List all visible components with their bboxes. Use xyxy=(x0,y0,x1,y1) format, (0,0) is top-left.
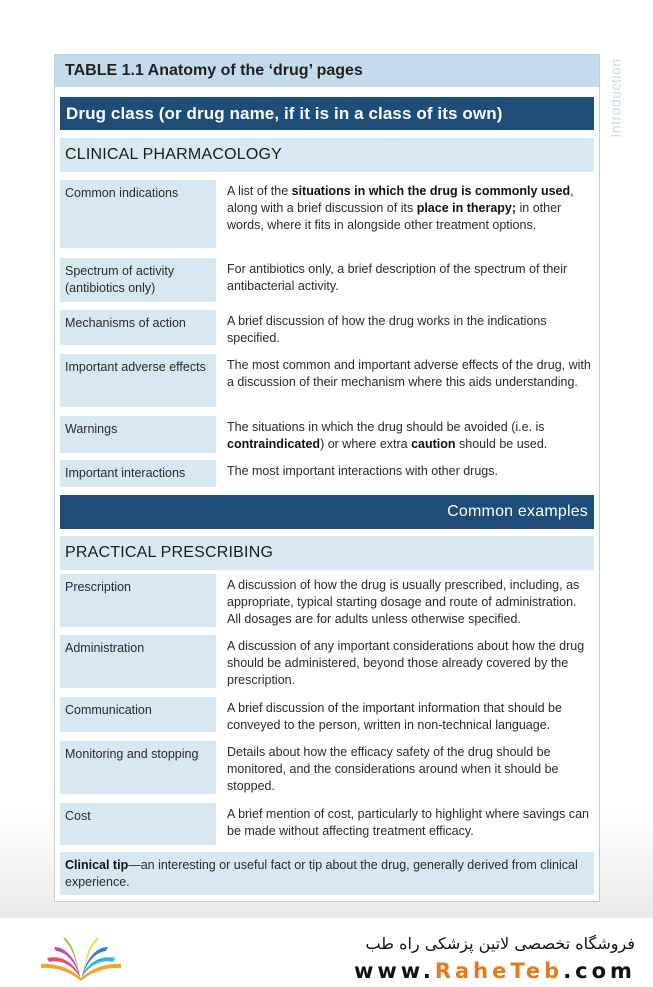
store-url-suffix: .com xyxy=(563,959,636,983)
store-url-rahe: Rahe xyxy=(434,959,511,983)
section-heading-practical-prescribing: PRACTICAL PRESCRIBING xyxy=(60,536,594,570)
practical-prescribing-row-description xyxy=(226,635,592,689)
text: A brief discussion of how the drug works in the indications specified. xyxy=(227,314,547,345)
clinical-pharmacology-row-description xyxy=(226,258,592,295)
bold-text: situations in which the drug is commonly used xyxy=(291,184,571,198)
text: Details about how the efficacy safety of the drug should be monitored, and the considerations around when it should be stopped. xyxy=(227,745,559,793)
text: A discussion of how the drug is usually prescribed, including, as appropriate, typical starting dosage and route of administration. All dosages are for adults unless otherwise specified. xyxy=(227,578,580,626)
practical-prescribing-row-description xyxy=(226,574,592,628)
clinical-pharmacology-row-label: Common indications xyxy=(60,180,216,248)
clinical-pharmacology-row-description xyxy=(226,460,592,480)
clinical-pharmacology-row-description xyxy=(226,180,592,234)
footer xyxy=(0,918,653,987)
clinical-tip-text: —an interesting or useful fact or tip about the drug, generally derived from clinical experience. xyxy=(65,858,578,889)
text: in other words, where it fits in alongside other treatment options. xyxy=(227,201,562,232)
practical-prescribing-row-label: Administration xyxy=(60,635,216,688)
text: A brief discussion of the important information that should be conveyed to the person, written in non-technical language. xyxy=(227,701,562,732)
store-url xyxy=(354,959,636,983)
table-caption: TABLE 1.1 Anatomy of the ‘drug’ pages xyxy=(55,55,599,87)
practical-prescribing-row-description xyxy=(226,741,592,795)
clinical-pharmacology-row-label: Warnings xyxy=(60,416,216,453)
bold-text: contraindicated xyxy=(227,437,321,451)
side-tab-label: Introduction xyxy=(608,58,625,138)
store-url-prefix: www. xyxy=(354,959,435,983)
text: ) or where extra xyxy=(320,437,412,451)
store-url-teb: Teb xyxy=(510,959,564,983)
text: , along with a brief discussion of its xyxy=(227,184,574,215)
practical-prescribing-row-description xyxy=(226,697,592,734)
store-name: فروشگاه تخصصی لاتین پزشکی راه طب xyxy=(365,934,635,953)
side-tab xyxy=(603,52,629,144)
text: The most common and important adverse effects of the drug, with a discussion of their mechanism where this aids understanding. xyxy=(227,358,591,389)
clinical-pharmacology-row-label: Important adverse effects xyxy=(60,354,216,407)
text: should be used. xyxy=(455,437,548,451)
clinical-pharmacology-row-description xyxy=(226,416,592,453)
clinical-pharmacology-row-label: Spectrum of activity (antibiotics only) xyxy=(60,258,216,302)
clinical-pharmacology-row-description xyxy=(226,310,592,347)
drug-class-header: Drug class (or drug name, if it is in a class of its own) xyxy=(60,97,594,130)
bold-text: place in therapy; xyxy=(416,201,517,215)
text: For antibiotics only, a brief description of the spectrum of their antibacterial activity. xyxy=(227,262,568,293)
bold-text: caution xyxy=(411,437,456,451)
clinical-tip-label: Clinical tip xyxy=(65,858,129,872)
text: The situations in which the drug should be avoided (i.e. is xyxy=(227,420,545,434)
practical-prescribing-row-label: Prescription xyxy=(60,574,216,627)
practical-prescribing-row-label: Monitoring and stopping xyxy=(60,741,216,794)
section-heading-clinical-pharmacology: CLINICAL PHARMACOLOGY xyxy=(60,138,594,172)
text: A list of the xyxy=(227,184,292,198)
clinical-pharmacology-row-label: Important interactions xyxy=(60,460,216,487)
text: The most important interactions with other drugs. xyxy=(227,464,498,478)
common-examples-bar: Common examples xyxy=(60,495,594,529)
practical-prescribing-row-label: Communication xyxy=(60,697,216,732)
text: A brief mention of cost, particularly to highlight where savings can be made without affecting treatment efficacy. xyxy=(227,807,589,838)
practical-prescribing-row-label: Cost xyxy=(60,803,216,845)
book-logo-icon xyxy=(36,928,126,983)
practical-prescribing-row-description xyxy=(226,803,592,840)
clinical-pharmacology-row-description xyxy=(226,354,592,391)
clinical-pharmacology-row-label: Mechanisms of action xyxy=(60,310,216,345)
text: A discussion of any important considerations about how the drug should be administered, beyond those already covered by the prescription. xyxy=(227,639,585,687)
clinical-tip xyxy=(60,852,594,895)
